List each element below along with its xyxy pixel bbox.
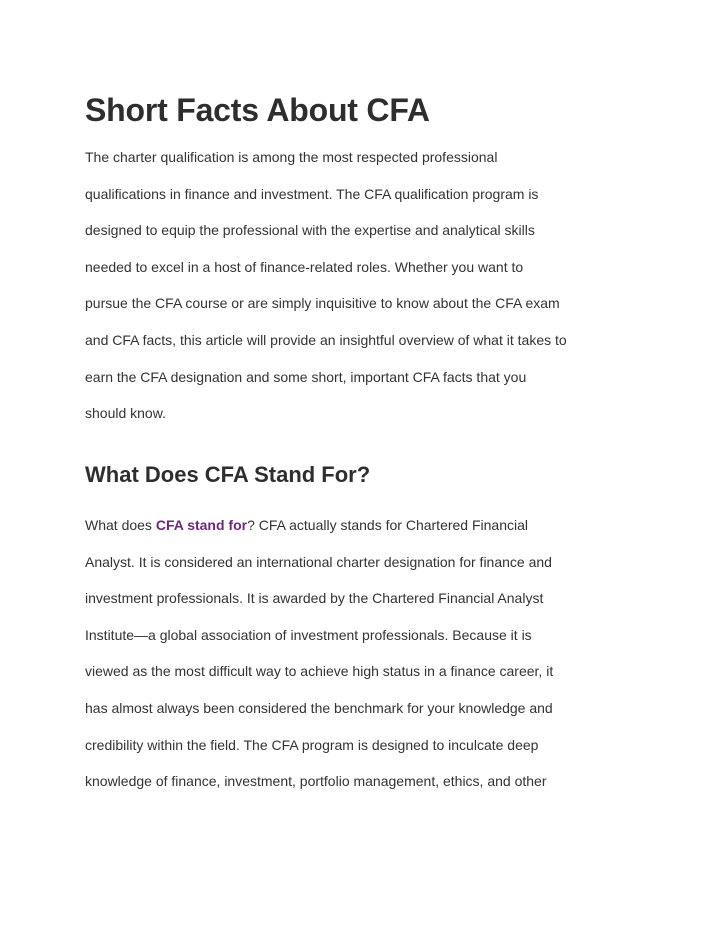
- line-suffix: ? CFA actually stands for Chartered Financial: [247, 517, 529, 533]
- paragraph-line: Analyst. It is considered an international charter designation for finance and: [85, 553, 552, 570]
- paragraph-line: The charter qualification is among the most respected professional: [85, 149, 498, 165]
- paragraph-line: designed to equip the professional with the expertise and analytical skills: [85, 222, 535, 239]
- section-heading: What Does CFA Stand For?: [85, 462, 371, 487]
- paragraph-line: has almost always been considered the benchmark for your knowledge and: [85, 699, 553, 716]
- paragraph-line: investment professionals. It is awarded by the Chartered Financial Analyst: [85, 590, 544, 607]
- paragraph-line: pursue the CFA course or are simply inquisitive to know about the CFA exam: [85, 295, 560, 312]
- page-title: Short Facts About CFA: [85, 92, 430, 128]
- line-prefix: What does: [85, 517, 156, 533]
- paragraph-line: credibility within the field. The CFA program is designed to inculcate deep: [85, 736, 539, 753]
- cfa-stand-for-link[interactable]: CFA stand for: [155, 517, 248, 533]
- paragraph-line: needed to excel in a host of finance-related roles. Whether you want to: [85, 258, 524, 275]
- section-paragraph: [85, 507, 645, 800]
- paragraph-line: viewed as the most difficult way to achieve high status in a finance career, it: [85, 663, 554, 680]
- paragraph-line: knowledge of finance, investment, portfolio management, ethics, and other: [85, 773, 547, 790]
- paragraph-line: Institute—a global association of investment professionals. Because it is: [85, 626, 532, 643]
- paragraph-line: and CFA facts, this article will provide an insightful overview of what it takes to: [85, 331, 567, 348]
- paragraph-line: earn the CFA designation and some short, important CFA facts that you: [85, 368, 527, 385]
- paragraph-line: should know.: [85, 405, 166, 422]
- paragraph-line-with-link: [85, 507, 645, 544]
- paragraph-line: qualifications in finance and investment. The CFA qualification program is: [85, 185, 539, 202]
- intro-paragraph: [85, 139, 645, 432]
